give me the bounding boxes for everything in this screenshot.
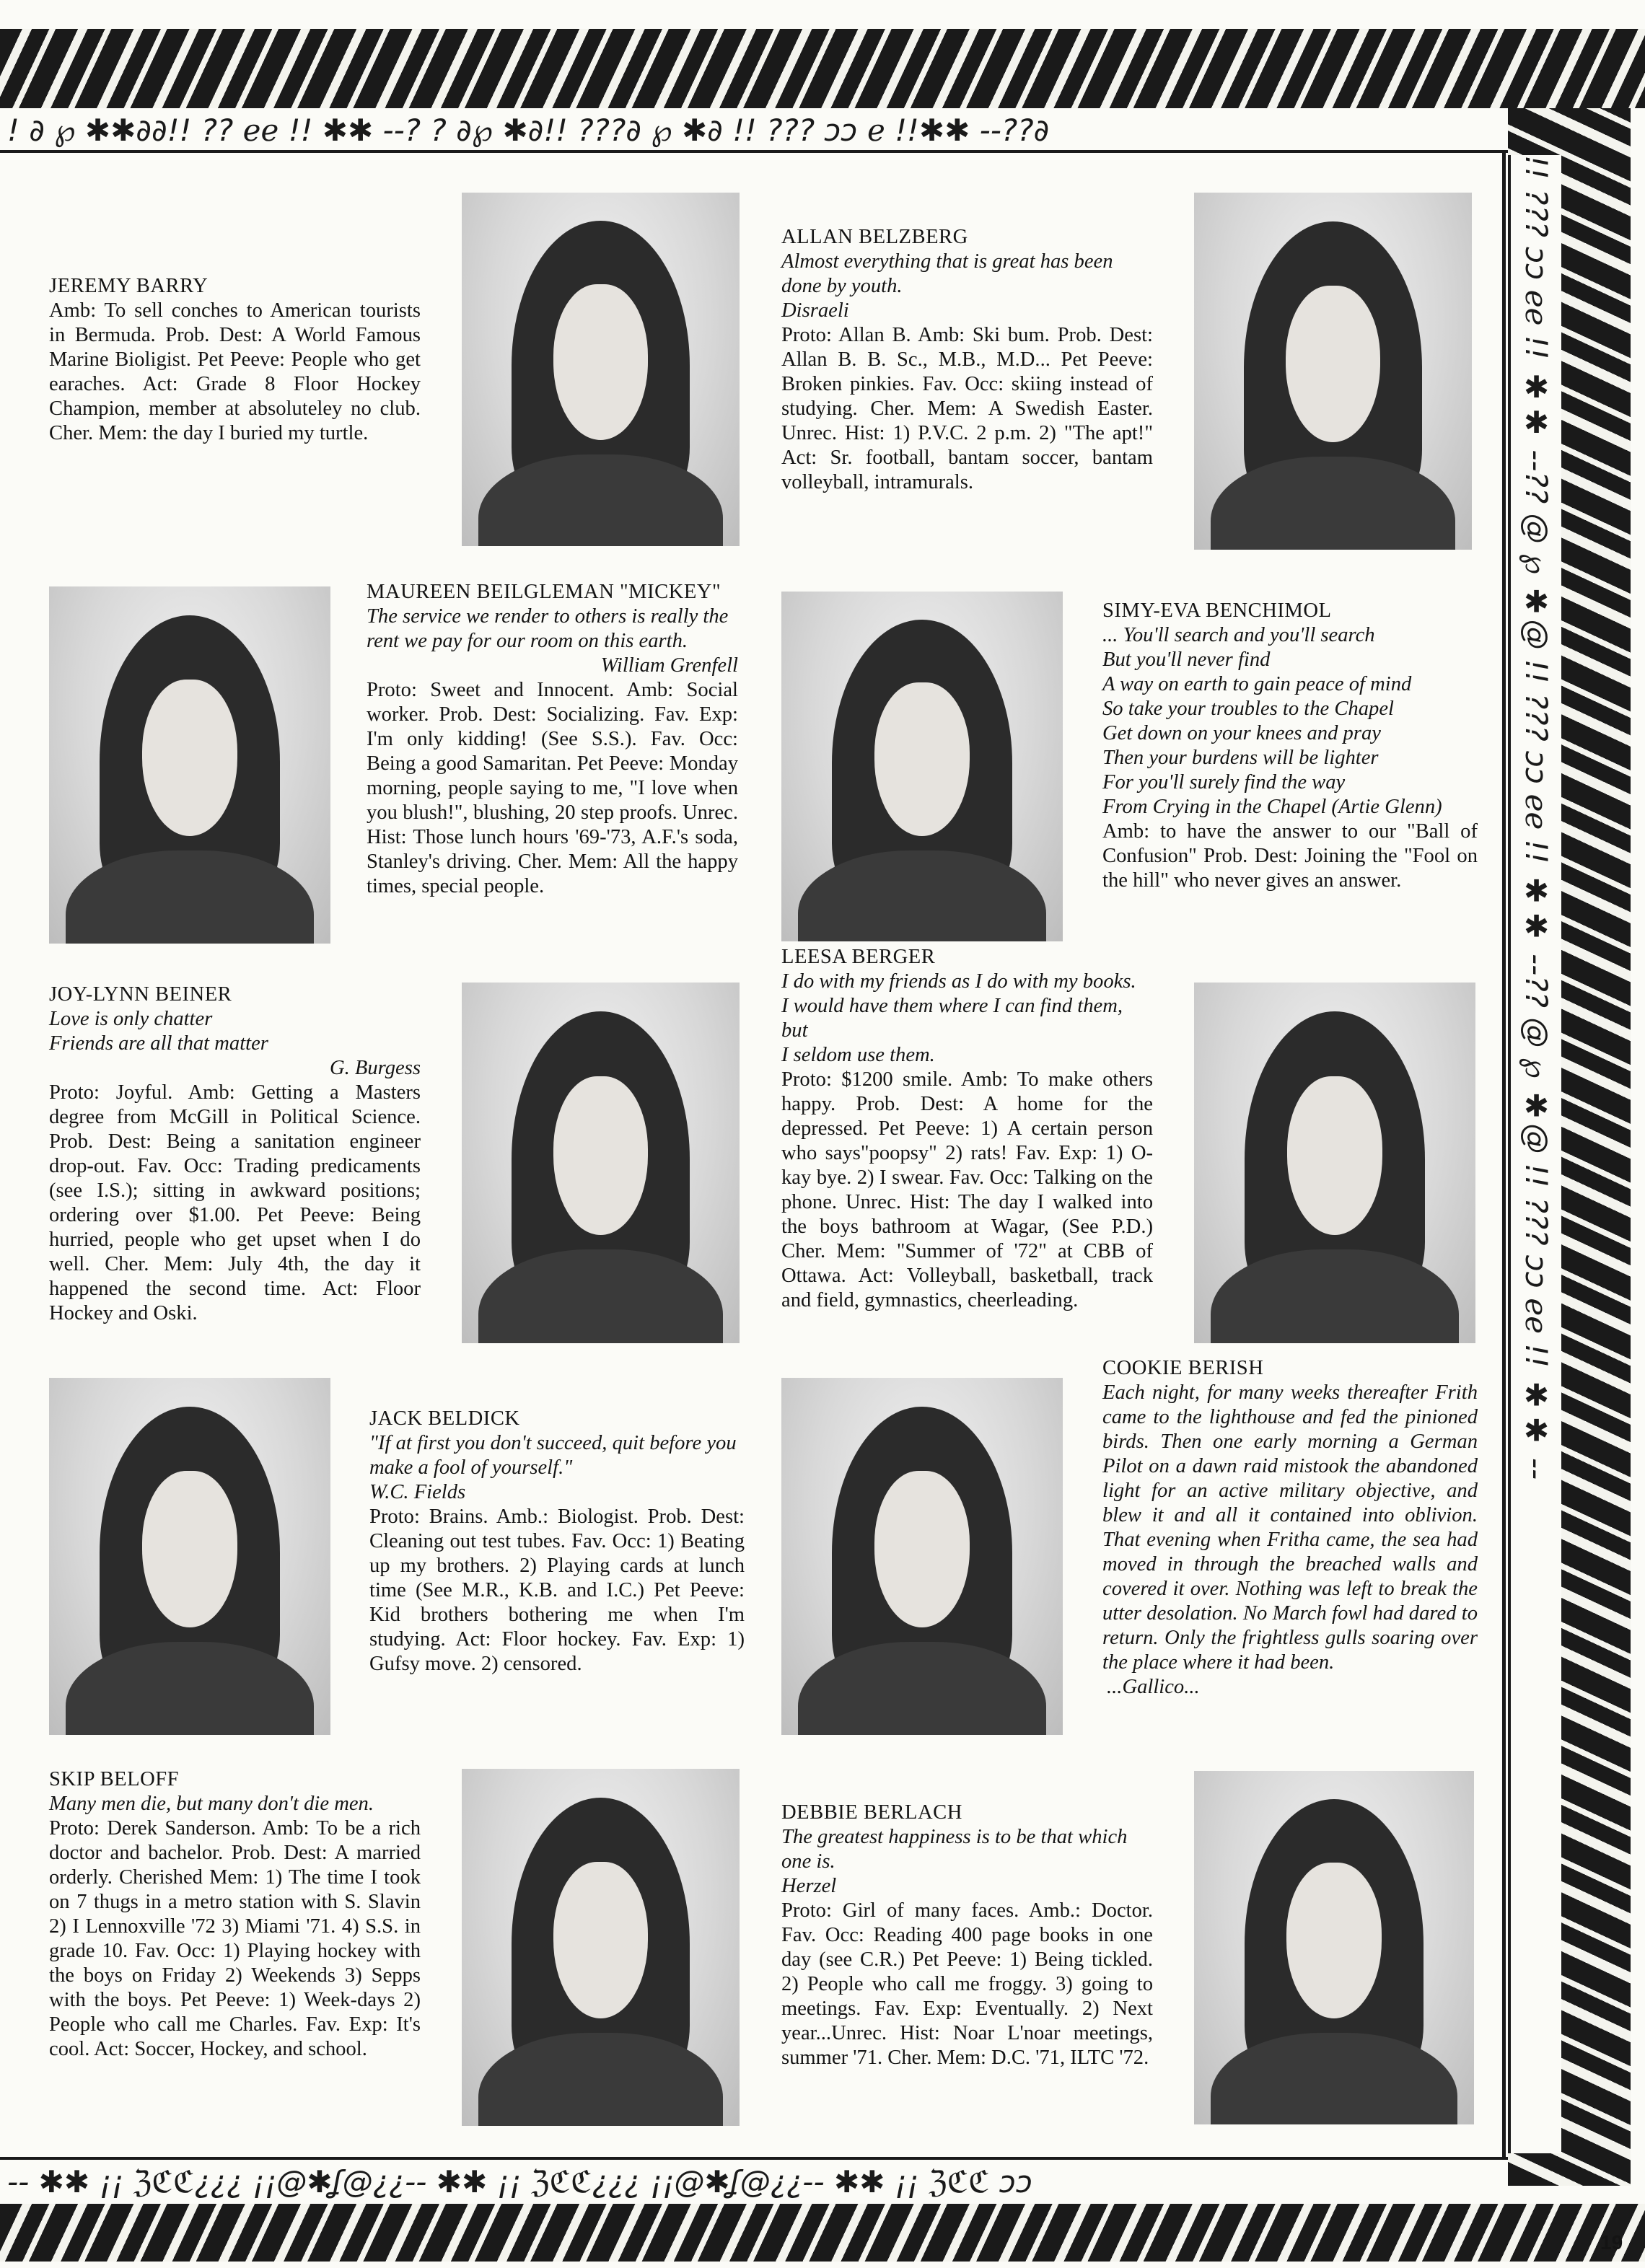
student-name: LEESA BERGER	[781, 946, 936, 968]
quote-line: Then your burdens will be lighter	[1102, 747, 1379, 769]
bottom-doodle-strip: -- ✱✱ ¡¡ ℨℭℭ¿¿¿ ¡¡@✱ʆ@¿¿-- ✱✱ ¡¡ ℨℭℭ¿¿¿ ¡¡@✱ʆ@¿¿-- ✱✱ ¡¡ ℨℭℭ ɔɔ	[0, 2157, 1508, 2202]
quote-line: Get down on your knees and pray	[1102, 722, 1381, 744]
student-quote: Many men die, but many don't die men.	[49, 1793, 374, 1815]
student-name: COOKIE BERISH	[1102, 1357, 1264, 1379]
photo-cookie-berish	[781, 1378, 1063, 1735]
student-quote: The greatest happiness is to be that which one is.	[781, 1826, 1128, 1873]
quote-attribution: W.C. Fields	[369, 1481, 466, 1503]
page-number: 19	[1600, 2231, 1623, 2254]
student-name: DEBBIE BERLACH	[781, 1801, 962, 1824]
top-doodle-strip: ! ∂ ℘ ✱✱∂∂!! ?? ℯℯ !! ✱✱ --? ? ∂℘ ✱∂!! ???∂ ℘ ✱∂ !! ??? ɔɔ ℯ !!✱✱ --??∂	[0, 108, 1508, 153]
quote-line: I do with my friends as I do with my books.	[781, 970, 1136, 993]
entry-cookie-berish	[1102, 1356, 1478, 1700]
quote-line: For you'll surely find the way	[1102, 771, 1346, 794]
photo-jeremy-barry	[462, 193, 740, 546]
student-bio: Amb: to have the answer to our "Ball of Confusion" Prob. Dest: Joining the "Fool on the hill" who never gives an answer.	[1102, 820, 1478, 892]
student-name: SKIP BELOFF	[49, 1768, 180, 1790]
student-name: JEREMY BARRY	[49, 275, 209, 297]
photo-leesa-berger	[1194, 983, 1475, 1343]
student-quote: Each night, for many weeks thereafter Frith came to the lighthouse and fed the pinioned birds. Then one early morning a German Pilot on a dawn raid mistook the abandoned light for an active military objective, and blew it and all it contained into oblivion. That evening when Fritha came, the sea had moved in through the breached walls and covered it over. Nothing was left to break the utter desolation. No March fowl had dared to return. Only the frightless gulls soaring over the place where it had been.	[1102, 1381, 1478, 1674]
student-name: JACK BELDICK	[369, 1407, 520, 1430]
entry-skip-beloff	[49, 1767, 421, 2062]
quote-attribution: G. Burgess	[329, 1057, 421, 1079]
right-doodle-strip: !! ??? ɔɔ ℯℯ !! ✱✱ --?? @ ℘ ✱@ !! ??? ɔɔ ℯℯ !! ✱✱ --?? @ ℘ ✱@ !! ??? ɔɔ ℯℯ !! ✱✱ --	[1508, 155, 1561, 2153]
quote-line: Love is only chatter	[49, 1008, 213, 1030]
quote-line: Friends are all that matter	[49, 1032, 268, 1055]
student-bio: Proto: Joyful. Amb: Getting a Masters degree from McGill in Political Science. Prob. Dest: Being a sanitation engineer drop-out. Fav. Occ: Trading predicaments (see I.S.); sitting in awkward positions; ordering over $1.00. Pet Peeve: Being hurried, people who get upset when I do well. Cher. Mem: July 4th, the day it happened the second time. Act: Floor Hockey and Oski.	[49, 1081, 421, 1324]
student-bio: Proto: Brains. Amb.: Biologist. Prob. Dest: Cleaning out test tubes. Fav. Occ: 1) Beating up my brothers. 2) Playing cards at lunch time (See M.R., K.B. and I.C.) Pet Peeve: Kid brothers bothering me when I'm studying. Act: Floor hockey. Fav. Exp: 1) Gufsy move. 2) censored.	[369, 1506, 745, 1675]
photo-debbie-berlach	[1194, 1771, 1474, 2124]
photo-skip-beloff	[462, 1769, 740, 2126]
entry-leesa-berger	[781, 945, 1153, 1313]
quote-attribution: Herzel	[781, 1875, 837, 1897]
quote-line: From Crying in the Chapel (Artie Glenn)	[1102, 796, 1442, 818]
quote-line: I would have them where I can find them, but	[781, 995, 1123, 1042]
student-quote: "If at first you don't succeed, quit before you make a fool of yourself."	[369, 1432, 737, 1479]
photo-allan-belzberg	[1194, 193, 1472, 550]
entry-allan-belzberg	[781, 225, 1153, 495]
quote-attribution: ...Gallico...	[1107, 1676, 1200, 1698]
student-bio: Proto: $1200 smile. Amb: To make others happy. Prob. Dest: A home for the depressed. Pet Peeve: 1) A certain person who says"poopsy" 2) rats! Fav. Exp: 1) O-kay bye. 2) I swear. Fav. Occ: Talking on the phone. Unrec. Hist: The day I walked into the boys bathroom at Wagar, (See P.D.) Cher. Mem: "Summer of '72" at CBB of Ottawa. Act: Volleyball, basketball, track and field, gymnastics, cheerleading.	[781, 1068, 1153, 1311]
student-quote: The service we render to others is really the rent we pay for our room on this earth.	[367, 605, 729, 652]
quote-line: So take your troubles to the Chapel	[1102, 698, 1394, 720]
student-bio: Proto: Allan B. Amb: Ski bum. Prob. Dest: Allan B. B. Sc., M.B., M.D... Pet Peeve: Broken pinkies. Fav. Occ: skiing instead of studying. Cher. Mem: A Swedish Easter. Unrec. Hist: 1) P.V.C. 2 p.m. 2) "The apt!" Act: Sr. football, bantam soccer, bantam volleyball, intramurals.	[781, 324, 1153, 493]
quote-line: ... You'll search and you'll search	[1102, 624, 1375, 646]
student-name: SIMY-EVA BENCHIMOL	[1102, 599, 1332, 622]
entry-maureen-beilgleman	[367, 580, 738, 899]
quote-line: I seldom use them.	[781, 1044, 935, 1066]
frame-line	[1502, 153, 1506, 2158]
photo-joy-lynn-beiner	[462, 983, 740, 1343]
top-border-pattern	[0, 29, 1645, 108]
photo-maureen-beilgleman	[49, 586, 330, 944]
student-bio: Proto: Girl of many faces. Amb.: Doctor. Fav. Occ: Reading 400 page books in one day (see C.R.) Pet Peeve: 1) Being tickled. 2) People who call me froggy. 3) going to meetings. Fav. Exp: Eventually. 2) Next year...Unrec. Hist: Noar L'noar meetings, summer '71. Cher. Mem: D.C. '71, ILTC '72.	[781, 1899, 1153, 2069]
entry-jack-beldick	[369, 1407, 745, 1676]
student-quote: Almost everything that is great has been done by youth.	[781, 250, 1113, 297]
quote-attribution: Disraeli	[781, 299, 849, 322]
entry-debbie-berlach	[781, 1801, 1153, 2070]
student-bio: Proto: Derek Sanderson. Amb: To be a rich doctor and bachelor. Prob. Dest: A married orderly. Cherished Mem: 1) The time I took on 7 thugs in a metro station with S. Slavin 2) I Lennoxville '72 3) Miami '71. 4) S.S. in grade 10. Fav. Occ: 1) Playing hockey with the boys on Friday 2) Weekends 3) Sepps with the boys. Pet Peeve: 1) Week-days 2) People who call me Charles. Fav. Exp: It's cool. Act: Soccer, Hockey, and school.	[49, 1817, 421, 2060]
entry-simy-eva-benchimol	[1102, 599, 1478, 893]
quote-line: But you'll never find	[1102, 649, 1271, 671]
photo-jack-beldick	[49, 1378, 330, 1735]
student-name: ALLAN BELZBERG	[781, 226, 968, 248]
student-bio: Proto: Sweet and Innocent. Amb: Social worker. Prob. Dest: Socializing. Fav. Exp: I'm only kidding! (See S.S.). Fav. Occ: Being a good Samaritan. Pet Peeve: Monday morning, people saying to me, "I love when you blush!", blushing, 20 step proofs. Unrec. Hist: Those lunch hours '69-'73, A.F.'s soda, Stanley's driving. Cher. Mem: All the happy times, special people.	[367, 679, 738, 897]
student-name: JOY-LYNN BEINER	[49, 983, 232, 1006]
student-name: MAUREEN BEILGLEMAN "MICKEY"	[367, 581, 721, 603]
entry-jeremy-barry	[49, 274, 421, 446]
quote-line: A way on earth to gain peace of mind	[1102, 673, 1412, 695]
entry-joy-lynn-beiner	[49, 983, 421, 1326]
bottom-border-pattern	[0, 2204, 1645, 2262]
quote-attribution: William Grenfell	[600, 654, 738, 677]
student-bio: Amb: To sell conches to American tourists in Bermuda. Prob. Dest: A World Famous Marine Bioligist. Pet Peeve: People who get earaches. Act: Grade 8 Floor Hockey Champion, member at absoluteley no club. Cher. Mem: the day I buried my turtle.	[49, 299, 421, 444]
photo-simy-eva-benchimol	[781, 592, 1063, 941]
